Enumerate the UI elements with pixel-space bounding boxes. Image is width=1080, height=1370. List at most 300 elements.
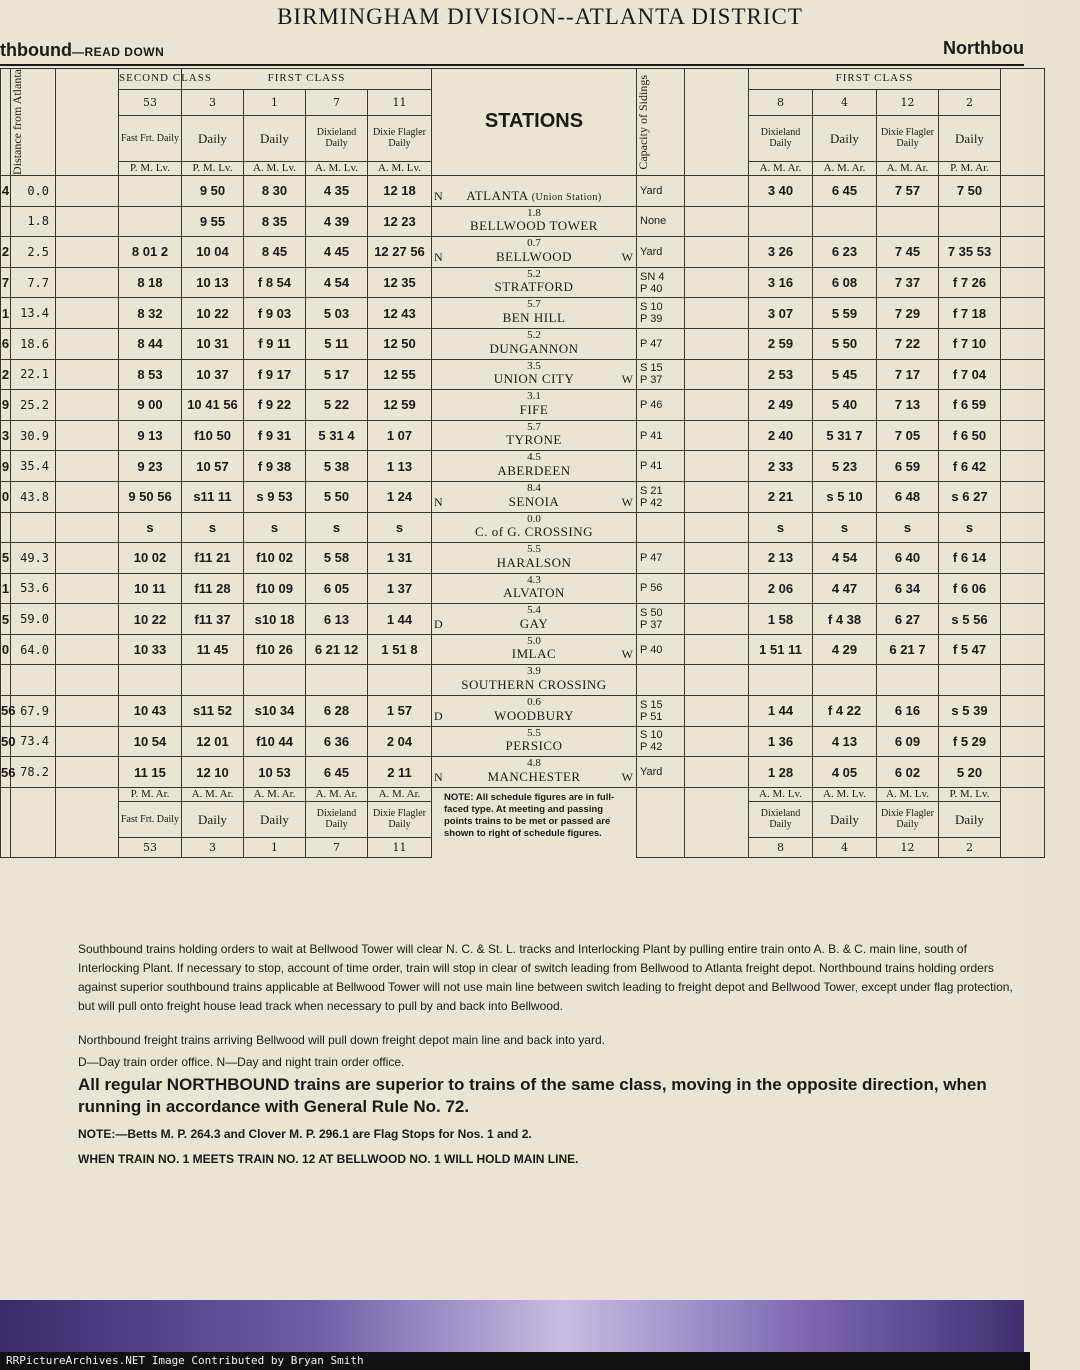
north-time-4 — [813, 665, 877, 696]
south-time-53 — [119, 206, 182, 237]
station-cell — [432, 420, 637, 451]
station-name-line — [432, 524, 636, 540]
water-code: W — [621, 372, 633, 387]
south-time-53 — [119, 665, 182, 696]
south-time-7: 4 54 — [306, 267, 368, 298]
blank-cell — [685, 726, 749, 757]
north-time-4: 5 40 — [813, 390, 877, 421]
note-meet-order: WHEN TRAIN NO. 1 MEETS TRAIN NO. 12 AT BELLWOOD NO. 1 WILL HOLD MAIN LINE. — [78, 1152, 579, 1166]
station-name-line — [432, 432, 636, 448]
north-time-2: f 6 42 — [939, 451, 1001, 482]
blank-column-header — [56, 69, 119, 176]
blank-cell — [56, 665, 119, 696]
south-time-3: 10 04 — [182, 237, 244, 268]
south-time-7: 6 36 — [306, 726, 368, 757]
station-row — [1, 757, 1045, 788]
south-train-desc: Fast Frt. Daily — [119, 115, 182, 161]
north-time-12 — [877, 206, 939, 237]
north-time-12: 6 27 — [877, 604, 939, 635]
north-time-4: s — [813, 512, 877, 543]
south-train-time-bottom: A. M. Ar. — [182, 787, 244, 801]
south-time-11: 1 07 — [368, 420, 432, 451]
north-time-12: 7 22 — [877, 328, 939, 359]
north-train-time-bottom: A. M. Lv. — [813, 787, 877, 801]
footer-blank-n — [685, 787, 749, 857]
left-edge-digit: 2 — [1, 237, 11, 268]
north-time-12: 7 45 — [877, 237, 939, 268]
note-bellwood-tower: Southbound trains holding orders to wait at Bellwood Tower will clear N. C. & St. L. tracks and Interlocking Plant by pulling entire train onto A. B. & C. main line, south of Interlocking Plant. If necessary to stop, account of time order, train will stop in clear of switch leading from Bellwood to Atlanta freight depot. Northbound trains holding orders against superior southbound trains applicable at Bellwood Tower will not use main line between switch leading to freight depot and Bellwood Tower, except under flag protection, but will pull onto freight house lead track when necessary to pull by and back into Bellwood. — [78, 942, 1013, 1013]
blank-cell — [685, 543, 749, 574]
station-name-line — [432, 249, 636, 265]
south-time-1: 8 35 — [244, 206, 306, 237]
south-time-7 — [306, 665, 368, 696]
left-edge-digit: 56 — [1, 696, 11, 727]
south-time-3: 10 31 — [182, 328, 244, 359]
north-time-12: 7 17 — [877, 359, 939, 390]
blank-cell — [685, 573, 749, 604]
south-time-53 — [119, 175, 182, 206]
south-time-3 — [182, 665, 244, 696]
north-train-time-bottom: A. M. Lv. — [749, 787, 813, 801]
milepost-distance: 4.5 — [527, 451, 541, 464]
milepost-distance: 0.0 — [527, 512, 541, 525]
capacity-label: Capacity of Sidings — [636, 74, 650, 170]
south-time-53: 10 33 — [119, 634, 182, 665]
north-time-12: 7 29 — [877, 298, 939, 329]
north-time-4 — [813, 206, 877, 237]
blank-cell — [685, 481, 749, 512]
south-train-number: 7 — [306, 89, 368, 115]
south-time-53: 10 11 — [119, 573, 182, 604]
south-time-3: s11 11 — [182, 481, 244, 512]
station-row — [1, 512, 1045, 543]
left-edge-digit: 0 — [1, 481, 11, 512]
south-time-1: f 9 38 — [244, 451, 306, 482]
north-time-4: 5 31 7 — [813, 420, 877, 451]
north-train-time-top: A. M. Ar. — [749, 161, 813, 175]
north-time-2: f 5 47 — [939, 634, 1001, 665]
southbound-label: thbound — [0, 40, 72, 60]
south-train-desc: Daily — [244, 115, 306, 161]
south-time-1: f 9 22 — [244, 390, 306, 421]
south-time-3: f11 37 — [182, 604, 244, 635]
north-time-8: 1 58 — [749, 604, 813, 635]
station-name-line — [432, 218, 636, 234]
milepost-distance: 0.6 — [527, 696, 541, 709]
station-name-line — [432, 677, 636, 693]
station-name-line — [432, 738, 636, 754]
south-time-11: 1 57 — [368, 696, 432, 727]
south-time-53: 10 22 — [119, 604, 182, 635]
north-train-time-top: A. M. Ar. — [877, 161, 939, 175]
station-name: SENOIA — [508, 493, 560, 509]
footer-blank — [56, 787, 119, 857]
siding-capacity: Yard — [637, 175, 685, 206]
siding-capacity: P 56 — [637, 573, 685, 604]
south-train-desc-bottom: Fast Frt. Daily — [119, 801, 182, 837]
south-time-11: 1 44 — [368, 604, 432, 635]
station-name-line — [432, 585, 636, 601]
north-time-8: 2 13 — [749, 543, 813, 574]
milepost-distance: 0.7 — [527, 237, 541, 250]
station-name: DUNGANNON — [489, 340, 579, 356]
north-time-2: s — [939, 512, 1001, 543]
station-name-line — [432, 402, 636, 418]
north-time-12: 6 02 — [877, 757, 939, 788]
station-row — [1, 206, 1045, 237]
note-flag-stops: NOTE:—Betts M. P. 264.3 and Clover M. P. 296.1 are Flag Stops for Nos. 1 and 2. — [78, 1127, 532, 1141]
milepost-distance: 5.0 — [527, 634, 541, 647]
office-code: N — [434, 249, 443, 264]
left-edge-digit: 5 — [1, 543, 11, 574]
left-edge-digit — [1, 206, 11, 237]
blank-cell — [1001, 634, 1045, 665]
south-time-3: s11 52 — [182, 696, 244, 727]
station-cell — [432, 512, 637, 543]
station-name: WOODBURY — [494, 707, 574, 723]
north-time-2: f 7 26 — [939, 267, 1001, 298]
station-name-line — [432, 616, 636, 632]
siding-capacity: S 15 P 37 — [637, 359, 685, 390]
station-cell — [432, 481, 637, 512]
station-cell — [432, 757, 637, 788]
north-time-2: 5 20 — [939, 757, 1001, 788]
blank-north-header — [685, 69, 749, 176]
siding-capacity: P 47 — [637, 543, 685, 574]
south-time-1: s10 18 — [244, 604, 306, 635]
distance-value: 35.4 — [11, 451, 56, 482]
station-row — [1, 604, 1045, 635]
north-train-desc: Dixie Flagler Daily — [877, 115, 939, 161]
milepost-distance: 3.5 — [527, 359, 541, 372]
distance-value: 1.8 — [11, 206, 56, 237]
distance-header — [11, 69, 56, 176]
north-time-2 — [939, 665, 1001, 696]
station-cell — [432, 696, 637, 727]
milepost-distance: 5.4 — [527, 604, 541, 617]
south-time-11: 12 18 — [368, 175, 432, 206]
north-time-2: s 6 27 — [939, 481, 1001, 512]
left-edge-digit: 5 — [1, 604, 11, 635]
blank-cell — [1001, 390, 1045, 421]
blank-cell — [1001, 665, 1045, 696]
timetable — [0, 68, 1045, 858]
blank-cell — [685, 420, 749, 451]
image-credit: RRPictureArchives.NET Image Contributed by Bryan Smith — [0, 1352, 1030, 1370]
north-time-8: 2 33 — [749, 451, 813, 482]
south-train-desc-bottom: Daily — [244, 801, 306, 837]
station-row — [1, 451, 1045, 482]
north-time-8: 2 49 — [749, 390, 813, 421]
siding-capacity: S 15 P 51 — [637, 696, 685, 727]
north-time-8: 1 28 — [749, 757, 813, 788]
north-time-8 — [749, 665, 813, 696]
station-name: HARALSON — [496, 554, 572, 570]
south-time-1: f10 02 — [244, 543, 306, 574]
siding-capacity: S 10 P 39 — [637, 298, 685, 329]
milepost-distance: 1.8 — [527, 206, 541, 219]
north-time-4: 4 29 — [813, 634, 877, 665]
stations-header — [432, 69, 637, 176]
south-time-1: f 9 17 — [244, 359, 306, 390]
south-time-11: 12 55 — [368, 359, 432, 390]
north-time-2 — [939, 206, 1001, 237]
southbound-heading — [0, 40, 164, 61]
blank-cell — [685, 267, 749, 298]
north-train-time-bottom: A. M. Lv. — [877, 787, 939, 801]
south-train-number-bottom: 1 — [244, 837, 306, 857]
north-time-2: s 5 39 — [939, 696, 1001, 727]
northbound-heading: Northbou — [943, 38, 1024, 58]
blank-cell — [56, 481, 119, 512]
south-time-1: f 9 03 — [244, 298, 306, 329]
distance-value: 2.5 — [11, 237, 56, 268]
north-time-2: 7 35 53 — [939, 237, 1001, 268]
north-time-12: 6 16 — [877, 696, 939, 727]
station-name: ABERDEEN — [497, 462, 571, 478]
north-time-4: 4 54 — [813, 543, 877, 574]
siding-capacity — [637, 512, 685, 543]
north-time-8: s — [749, 512, 813, 543]
station-cell — [432, 206, 637, 237]
south-time-53: 8 01 2 — [119, 237, 182, 268]
blank-cell — [685, 634, 749, 665]
south-time-53: 8 18 — [119, 267, 182, 298]
water-code: W — [621, 494, 633, 509]
station-name: SOUTHERN CROSSING — [461, 677, 607, 693]
north-time-8: 2 59 — [749, 328, 813, 359]
left-edge-digit: 4 — [1, 175, 11, 206]
milepost-distance: 5.7 — [527, 420, 541, 433]
blank-cell — [56, 696, 119, 727]
station-row — [1, 696, 1045, 727]
left-edge-digit: 56 — [1, 757, 11, 788]
north-time-4: f 4 38 — [813, 604, 877, 635]
north-time-4: 6 23 — [813, 237, 877, 268]
milepost-distance: 8.4 — [527, 481, 541, 494]
south-time-11: 1 13 — [368, 451, 432, 482]
blank-cell — [56, 359, 119, 390]
north-train-desc-bottom: Dixieland Daily — [749, 801, 813, 837]
blank-cell — [685, 328, 749, 359]
south-time-1: f 9 31 — [244, 420, 306, 451]
south-time-11: 2 04 — [368, 726, 432, 757]
south-time-3: 9 50 — [182, 175, 244, 206]
south-train-number: 53 — [119, 89, 182, 115]
south-time-7: s — [306, 512, 368, 543]
distance-value: 73.4 — [11, 726, 56, 757]
left-edge-digit: 0 — [1, 634, 11, 665]
milepost-distance: 5.5 — [527, 726, 541, 739]
south-train-desc-bottom: Daily — [182, 801, 244, 837]
north-time-2: f 6 06 — [939, 573, 1001, 604]
south-time-11: 1 51 8 — [368, 634, 432, 665]
milepost-distance: 4.8 — [527, 757, 541, 770]
south-time-53: 10 02 — [119, 543, 182, 574]
station-row — [1, 298, 1045, 329]
footer-edge — [1, 787, 11, 857]
blank-cell — [685, 665, 749, 696]
distance-value: 59.0 — [11, 604, 56, 635]
north-train-desc: Daily — [939, 115, 1001, 161]
north-train-number-bottom: 8 — [749, 837, 813, 857]
station-name: ATLANTA — [466, 187, 528, 203]
station-cell — [432, 573, 637, 604]
south-time-11: 12 50 — [368, 328, 432, 359]
siding-capacity — [637, 665, 685, 696]
distance-label: Distance from Atlanta — [10, 69, 24, 175]
north-time-4: 5 50 — [813, 328, 877, 359]
blank-cell — [56, 512, 119, 543]
distance-value: 13.4 — [11, 298, 56, 329]
north-time-2: f 7 10 — [939, 328, 1001, 359]
north-time-8: 3 26 — [749, 237, 813, 268]
siding-capacity: P 41 — [637, 420, 685, 451]
station-name-line — [432, 371, 636, 387]
south-time-7: 5 22 — [306, 390, 368, 421]
siding-capacity: Yard — [637, 757, 685, 788]
header-row-class — [1, 69, 1045, 90]
station-name: STRATFORD — [494, 279, 574, 295]
north-time-8 — [749, 206, 813, 237]
south-time-53: 11 15 — [119, 757, 182, 788]
siding-capacity: Yard — [637, 237, 685, 268]
blank-cell — [56, 543, 119, 574]
south-time-7: 5 38 — [306, 451, 368, 482]
distance-value: 30.9 — [11, 420, 56, 451]
station-row — [1, 420, 1045, 451]
north-time-4: s 5 10 — [813, 481, 877, 512]
blank-cell — [685, 359, 749, 390]
south-time-53: 9 23 — [119, 451, 182, 482]
north-time-12: 7 37 — [877, 267, 939, 298]
blank-cell — [56, 206, 119, 237]
milepost-distance: 5.2 — [527, 267, 541, 280]
blank-cell — [1001, 237, 1045, 268]
north-time-2: f 7 04 — [939, 359, 1001, 390]
siding-capacity: P 46 — [637, 390, 685, 421]
note-train-order-offices: D—Day train order office. N—Day and night train order office. — [78, 1055, 405, 1069]
distance-value — [11, 665, 56, 696]
north-train-desc-bottom: Daily — [813, 801, 877, 837]
north-time-8: 2 53 — [749, 359, 813, 390]
station-name-line — [432, 310, 636, 326]
blank-cell — [1001, 604, 1045, 635]
south-time-11: 1 37 — [368, 573, 432, 604]
north-time-2: f 5 29 — [939, 726, 1001, 757]
south-train-number: 1 — [244, 89, 306, 115]
station-cell — [432, 237, 637, 268]
south-time-1: 10 53 — [244, 757, 306, 788]
station-cell — [432, 451, 637, 482]
station-name: MANCHESTER — [487, 768, 581, 784]
south-train-desc: Dixie Flagler Daily — [368, 115, 432, 161]
blank-cell — [1001, 328, 1045, 359]
distance-value: 43.8 — [11, 481, 56, 512]
station-name-line — [432, 555, 636, 571]
south-train-desc-bottom: Dixieland Daily — [306, 801, 368, 837]
south-time-7: 4 39 — [306, 206, 368, 237]
north-time-8: 2 06 — [749, 573, 813, 604]
station-cell — [432, 267, 637, 298]
south-time-7: 5 03 — [306, 298, 368, 329]
blank-cell — [685, 390, 749, 421]
milepost-distance: 5.7 — [527, 298, 541, 311]
south-time-1: f10 09 — [244, 573, 306, 604]
north-train-number: 12 — [877, 89, 939, 115]
blank-cell — [685, 604, 749, 635]
north-time-8: 3 40 — [749, 175, 813, 206]
south-time-7: 5 50 — [306, 481, 368, 512]
south-time-11: 1 31 — [368, 543, 432, 574]
siding-capacity: S 10 P 42 — [637, 726, 685, 757]
blank-cell — [1001, 696, 1045, 727]
north-time-12: 6 59 — [877, 451, 939, 482]
south-train-desc: Daily — [182, 115, 244, 161]
note-northbound-freight: Northbound freight trains arriving Bellwood will pull down freight depot main line and back into yard. — [78, 1033, 605, 1047]
distance-value — [11, 512, 56, 543]
station-name-line — [432, 769, 636, 785]
south-train-number-bottom: 7 — [306, 837, 368, 857]
office-code: N — [434, 494, 443, 509]
south-train-time-top: A. M. Lv. — [368, 161, 432, 175]
south-time-1 — [244, 665, 306, 696]
north-time-2: 7 50 — [939, 175, 1001, 206]
schedule-note: NOTE: All schedule figures are in full-faced type. At meeting and passing points trains to be met or passed are shown to right of schedule figures. — [444, 791, 615, 839]
blank-cell — [56, 298, 119, 329]
south-time-11: 12 23 — [368, 206, 432, 237]
south-train-time-bottom: A. M. Ar. — [368, 787, 432, 801]
south-train-number-bottom: 11 — [368, 837, 432, 857]
station-name-line — [432, 188, 636, 204]
station-cell — [432, 298, 637, 329]
north-time-4: 5 23 — [813, 451, 877, 482]
north-time-12: 7 13 — [877, 390, 939, 421]
station-row — [1, 543, 1045, 574]
north-train-number: 2 — [939, 89, 1001, 115]
south-time-3: 12 10 — [182, 757, 244, 788]
south-train-number: 11 — [368, 89, 432, 115]
milepost-distance: 5.2 — [527, 328, 541, 341]
distance-value: 25.2 — [11, 390, 56, 421]
blank-cell — [1001, 512, 1045, 543]
blank-cell — [56, 390, 119, 421]
footer-dist — [11, 787, 56, 857]
south-time-3: 10 57 — [182, 451, 244, 482]
south-train-time-bottom: A. M. Ar. — [306, 787, 368, 801]
station-cell — [432, 726, 637, 757]
siding-capacity: P 40 — [637, 634, 685, 665]
south-train-number-bottom: 3 — [182, 837, 244, 857]
north-time-12: 6 34 — [877, 573, 939, 604]
north-train-time-top: P. M. Ar. — [939, 161, 1001, 175]
blank-cell — [1001, 298, 1045, 329]
north-time-12: 7 57 — [877, 175, 939, 206]
station-cell — [432, 634, 637, 665]
blank-cell — [56, 634, 119, 665]
footer-row-time — [1, 787, 1045, 801]
north-train-number-bottom: 2 — [939, 837, 1001, 857]
station-name: ALVATON — [503, 585, 565, 601]
south-time-7: 5 58 — [306, 543, 368, 574]
station-name: FIFE — [519, 401, 549, 417]
station-row — [1, 665, 1045, 696]
station-cell — [432, 604, 637, 635]
blank-cell — [1001, 420, 1045, 451]
north-time-12: 6 21 7 — [877, 634, 939, 665]
south-time-7: 6 45 — [306, 757, 368, 788]
station-name: UNION CITY — [493, 371, 575, 387]
